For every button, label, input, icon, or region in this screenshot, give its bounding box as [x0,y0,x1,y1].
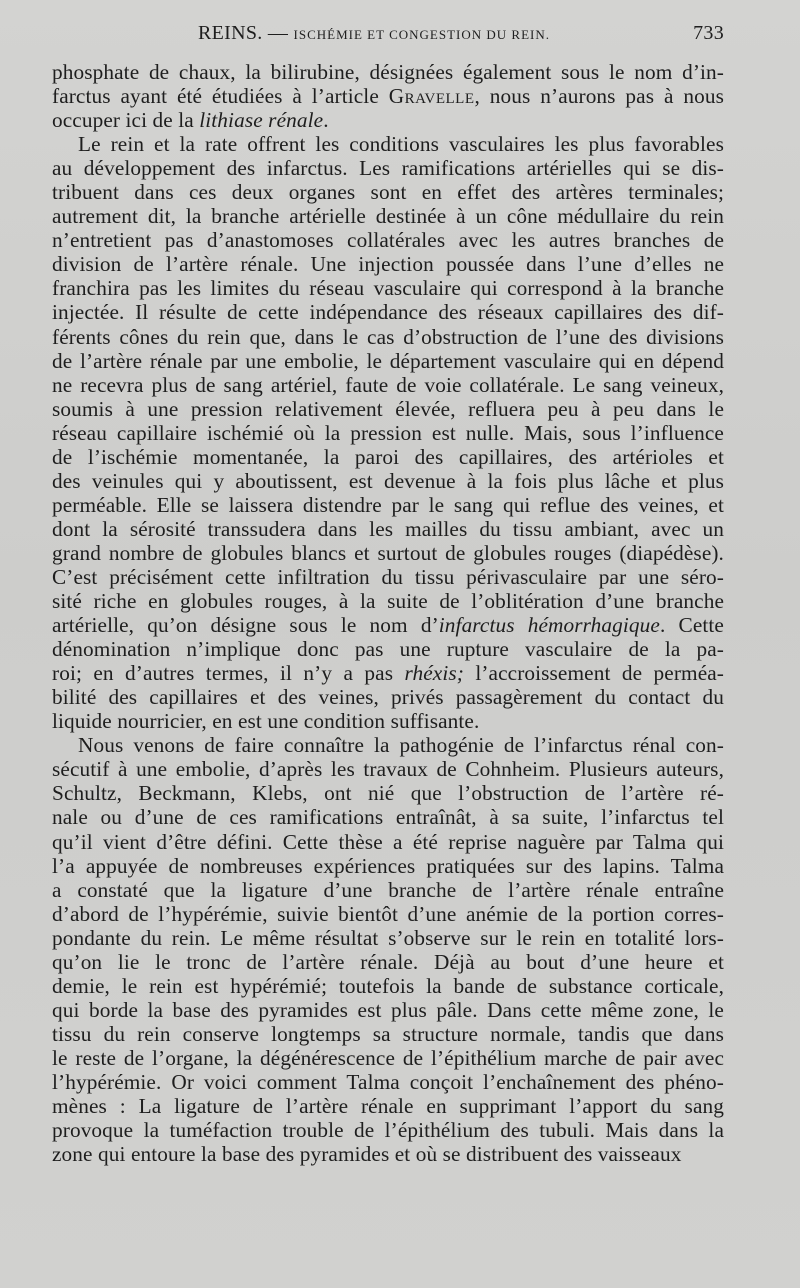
text-line [52,493,724,517]
text-line [52,1046,724,1070]
text-run: l’hypérémie. Or voici comment Talma conçoit l’enchaînement des phéno- [52,1069,724,1094]
running-head-dash: — [267,22,289,44]
text-line [52,589,724,613]
text-run: provoque la tuméfaction trouble de l’épithélium des tubuli. Mais dans la [52,1118,724,1143]
text-line [52,132,724,156]
text-line [52,878,724,902]
text-line [52,252,724,276]
text-line [52,541,724,565]
text-run: soumis à une pression relativement élevée, refluera peu à peu dans le [52,396,724,421]
text-run: bilité des capillaires et des veines, privés passagèrement du contact du [52,685,724,710]
text-run: tissu du rein conserve longtemps sa structure normale, tandis que dans [52,1021,724,1046]
text-line [52,830,724,854]
text-line [52,685,724,709]
text-line [52,517,724,541]
text-run: l’a appuyée de nombreuses expériences pratiquées sur des lapins. Talma [52,853,724,878]
text-run: Schultz, Beckmann, Klebs, ont nié que l’obstruction de l’artère ré- [52,781,724,806]
text-line [52,276,724,300]
text-run: Nous venons de faire connaître la pathogénie de l’infarctus rénal con- [78,733,724,758]
body-text [52,60,724,1166]
paragraph [52,132,724,733]
text-run: n’entretient pas d’anastomoses collatérales avec les autres branches de [52,228,724,253]
text-line [52,637,724,661]
text-line [52,300,724,324]
text-line [52,613,724,637]
text-line [52,373,724,397]
italic-term: infarctus hémorrhagique [438,613,660,638]
text-run: des veinules qui y aboutissent, est devenue à la fois plus lâche et plus [52,468,724,493]
text-line [52,565,724,589]
text-run: division de l’artère rénale. Une injection poussée dans l’une d’elles ne [52,252,724,277]
text-run: mènes : La ligature de l’artère rénale en supprimant l’apport du sang [52,1094,724,1119]
text-run: réseau capillaire ischémié où la pression est nulle. Mais, sous l’influence [52,420,724,445]
text-run: . Cette [659,613,724,638]
text-run: qu’on lie le tronc de l’artère rénale. Déjà au bout d’une heure et [52,949,724,974]
text-run: a constaté que la ligature d’une branche de l’artère rénale entraîne [52,877,724,902]
text-run: qui borde la base des pyramides est plus pâle. Dans cette même zone, le [52,997,724,1022]
text-run: perméable. Elle se laissera distendre par le sang qui reflue des veines, et [52,492,724,517]
text-run: nale ou d’une de ces ramifications entraînât, à sa suite, l’infarctus tel [52,805,724,830]
text-line [52,757,724,781]
text-line [52,998,724,1022]
text-line [52,661,724,685]
text-line [52,180,724,204]
italic-term: rhéxis; [404,661,464,686]
text-run: autrement dit, la branche artérielle destinée à un cône médullaire du rein [52,204,724,229]
text-run: sécutif à une embolie, d’après les travaux de Cohnheim. Plusieurs auteurs, [52,757,724,782]
text-run: dénomination n’implique donc pas une rupture vasculaire de la pa- [52,637,724,662]
text-line [52,204,724,228]
text-line [52,1118,724,1142]
text-line [52,1142,724,1166]
text-line [52,950,724,974]
text-line [52,421,724,445]
text-line [52,1094,724,1118]
text-run: farctus ayant été étudiées à l’article [52,84,389,109]
text-line [52,469,724,493]
text-run: C’est précisément cette infiltration du tissu périvasculaire par une séro- [52,564,724,589]
text-run: pondante du rein. Le même résultat s’observe sur le rein en totalité lors- [52,925,724,950]
text-run: , nous n’aurons pas à nous [474,84,724,109]
text-run: au développement des infarctus. Les ramifications artérielles qui se dis- [52,156,724,181]
text-line [52,733,724,757]
text-run: de l’artère rénale par une embolie, le département vasculaire qui en dépend [52,348,724,373]
running-head [52,22,724,44]
text-line [52,397,724,421]
paragraph [52,733,724,1166]
text-line [52,60,724,84]
text-run: férents cônes du rein que, dans le cas d’obstruction de l’une des divisions [52,324,724,349]
text-run: zone qui entoure la base des pyramides et où se distribuent des vaisseaux [52,1142,682,1167]
text-line [52,108,724,132]
text-run: de l’ischémie momentanée, la paroi des capillaires, des artérioles et [52,444,724,469]
text-run: franchira pas les limites du réseau vasculaire qui correspond à la branche [52,276,724,301]
text-run: d’abord de l’hypérémie, suivie bientôt d’une anémie de la portion corres- [52,901,724,926]
small-caps-reference: Gravelle [388,84,475,109]
text-run: artérielle, qu’on désigne sous le nom d’ [52,613,439,638]
text-line [52,926,724,950]
text-line [52,902,724,926]
text-line [52,228,724,252]
text-line [52,349,724,373]
text-run: . [323,108,329,133]
text-run: dont la sérosité transsudera dans les mailles du tissu ambiant, avec un [52,516,724,541]
text-line [52,156,724,180]
text-line [52,709,724,733]
text-run: sité riche en globules rouges, à la suite de l’oblitération d’une branche [52,589,724,614]
text-line [52,325,724,349]
text-line [52,974,724,998]
text-line [52,854,724,878]
text-run: Le rein et la rate offrent les conditions vasculaires les plus favorables [78,132,724,157]
text-run: injectée. Il résulte de cette indépendance des réseaux capillaires des dif- [52,300,724,325]
text-run: phosphate de chaux, la bilirubine, désignées également sous le nom d’in- [52,60,724,84]
text-run: le reste de l’organe, la dégénérescence de l’épithélium marche de pair avec [52,1045,724,1070]
text-line [52,1022,724,1046]
text-run: liquide nourricier, en est une condition suffisante. [52,709,480,734]
text-run: demie, le rein est hypérémié; toutefois la bande de substance corticale, [52,973,724,998]
text-line [52,1070,724,1094]
text-line [52,805,724,829]
text-run: tribuent dans ces deux organes sont en effet des artères terminales; [52,180,724,205]
paragraph [52,60,724,132]
running-head-subtitle: ISCHÉMIE ET CONGESTION DU REIN. [293,27,550,42]
text-line [52,781,724,805]
text-run: qu’il vient d’être défini. Cette thèse a été reprise naguère par Talma qui [52,829,724,854]
running-head-title [198,22,550,45]
text-run: grand nombre de globules blancs et surtout de globules rouges (diapédèse). [52,540,724,565]
text-line [52,445,724,469]
text-run: l’accroissement de perméa- [463,661,724,686]
italic-term: lithiase rénale [199,108,324,133]
running-head-section: REINS. [198,22,263,44]
text-run: ne recevra plus de sang artériel, faute de voie collatérale. Le sang veineux, [52,372,724,397]
text-line [52,84,724,108]
text-run: occuper ici de la [52,108,200,133]
page-number: 733 [693,22,724,44]
text-run: roi; en d’autres termes, il n’y a pas [52,661,405,686]
